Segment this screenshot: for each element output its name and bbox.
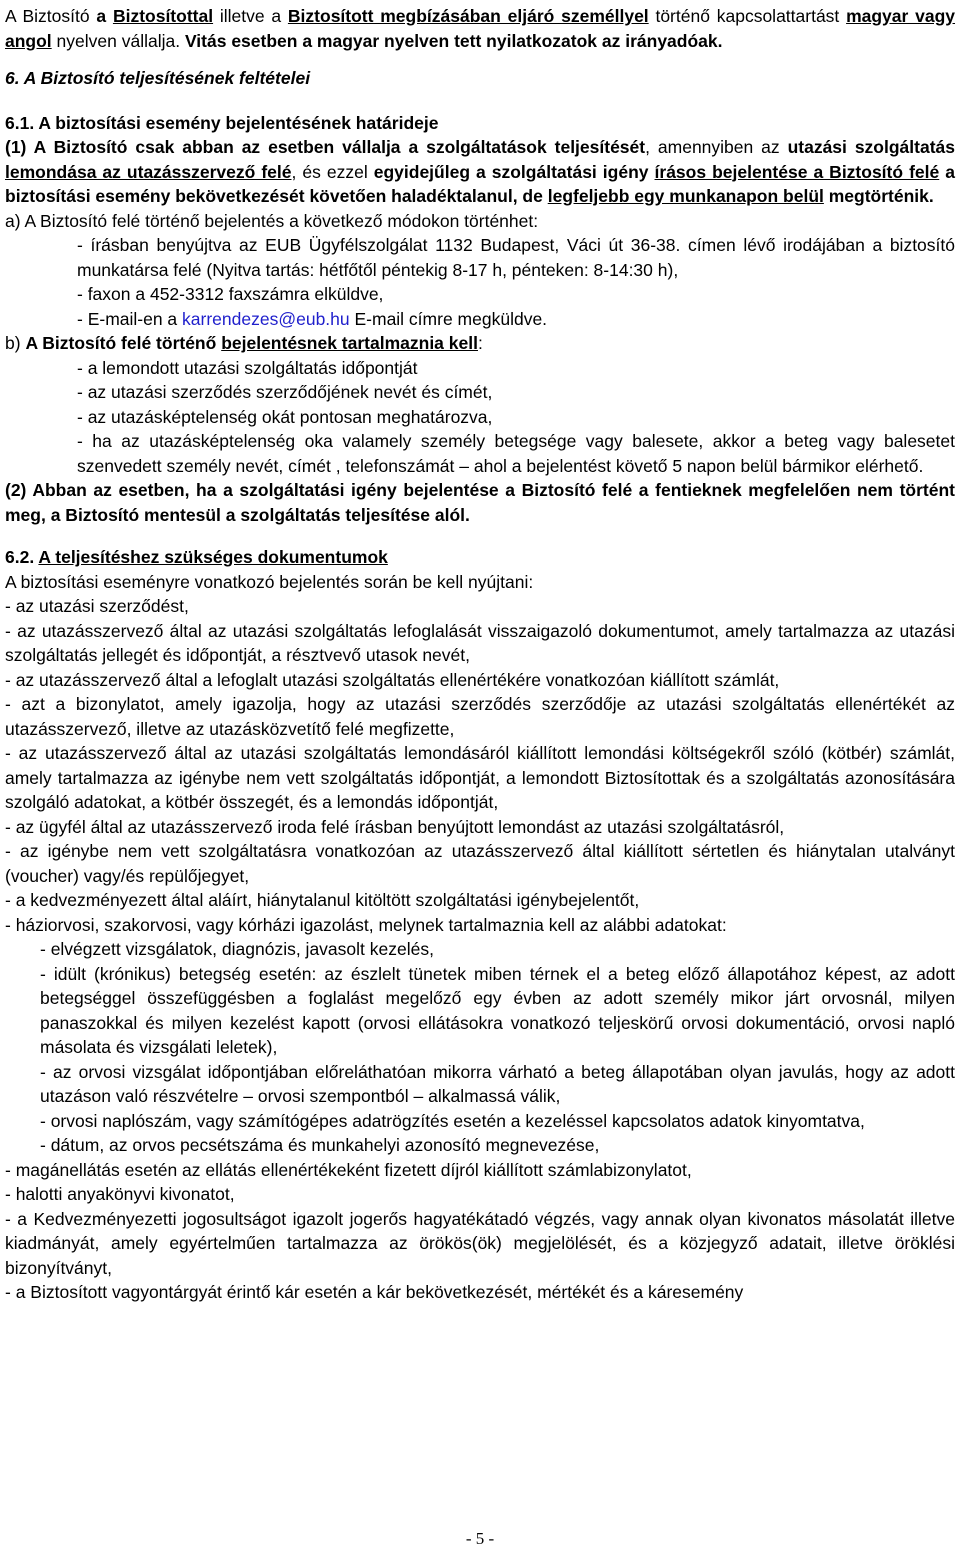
list-item: - az utazásszervező által az utazási szolgáltatás lefoglalását visszaigazoló dokumentumot, amely tartalmazza az utazási szolgáltatás jellegét és időpontját, a résztvevő utasok nevét, <box>5 620 955 665</box>
text-run: lemondása az utazásszervező felé <box>5 161 292 182</box>
sub-list-item: - az orvosi vizsgálat időpontjában előreláthatóan mikorra várható a beteg állapotában olyan javulás, hogy az adott utazáson való részvételre – orvosi szempontból – alkalmassá válik, <box>40 1061 955 1106</box>
text-run: Biztosítottal <box>112 6 214 26</box>
text-run: (1) A Biztosító csak abban az esetben vállalja a szolgáltatások teljesítését <box>5 137 646 157</box>
section-heading-6: 6. A Biztosító teljesítésének feltételei <box>5 68 311 88</box>
list-item: - magánellátás esetén az ellátás ellenértékeként fizetett díjról kiállított számlabizonylatot, <box>5 1159 692 1180</box>
text-run: írásos bejelentése a Biztosító felé <box>654 161 940 182</box>
exemption-paragraph: (2) Abban az esetben, ha a szolgáltatási igény bejelentése a Biztosító felé a fentieknek megfelelően nem történt meg, a Biztosító mentesül a szolgáltatás teljesítése alól. <box>5 480 955 525</box>
required-documents-intro: A biztosítási eseményre vonatkozó bejelentés során be kell nyújtani: <box>5 571 534 592</box>
list-item: - azt a bizonylatot, amely igazolja, hogy az utazási szerződés szerződője az utazási szolgáltatás ellenértékét az utazásszervező, illetve az utazásközvetítő felé megfizette, <box>5 694 955 739</box>
text-run: történő kapcsolattartást <box>648 6 847 26</box>
list-item: - az utazási szerződést, <box>5 596 189 616</box>
list-item: - az ügyfél által az utazásszervező iroda felé írásban benyújtott lemondást az utazási szolgáltatásról, <box>5 816 785 837</box>
list-item: - az utazásszervező által a lefoglalt utazási szolgáltatás ellenértékére vonatkozóan kiállított számlát, <box>5 669 780 690</box>
text-run: A Biztosító <box>5 6 97 26</box>
text-run: , és ezzel <box>291 161 374 182</box>
text-run: Biztosított megbízásában eljáró személlyel <box>287 6 649 26</box>
email-link[interactable]: karrendezes@eub.hu <box>182 308 350 329</box>
section-heading-6-2 <box>5 545 955 570</box>
list-item: - halotti anyakönyvi kivonatot, <box>5 1184 235 1204</box>
text-run: megtörténik. <box>823 186 934 206</box>
text-run: A Biztosító felé történő <box>25 333 222 353</box>
sub-list-item: - idült (krónikus) betegség esetén: az észlelt tünetek miben térnek el a beteg előző állapotához képest, az adott betegséggel összefüggésben a foglalást megelőző egy évben az adott személy mikor járt orvosnál, milyen panaszokkal és milyen kezelést kapott (orvosi ellátásokra vonatkozó teljeskörű orvosi dokumentáció, orvosi napló másolata és vizsgálati leletek), <box>40 963 955 1057</box>
list-item: - a kedvezményezett által aláírt, hiánytalanul kitöltött szolgáltatási igénybejelentőt, <box>5 890 640 910</box>
text-run: E-mail címre megküldve. <box>349 308 548 329</box>
text-run: illetve a <box>213 6 288 26</box>
text-run: Vitás esetben a magyar nyelven tett nyilatkozatok az irányadóak. <box>184 30 723 51</box>
notification-methods-intro: a) A Biztosító felé történő bejelentés a következő módokon történhet: <box>5 210 539 231</box>
notification-contents-intro <box>5 331 955 356</box>
text-run: a <box>96 6 113 26</box>
sub-list-item: - elvégzett vizsgálatok, diagnózis, javasolt kezelés, <box>40 939 434 959</box>
list-item: - az utazási szerződés szerződőjének nevét és címét, <box>77 382 493 402</box>
section-heading-6-1: 6.1. A biztosítási esemény bejelentésének határideje <box>5 112 439 133</box>
document-page <box>5 4 955 1305</box>
list-item: - a lemondott utazási szolgáltatás időpontját <box>77 357 418 378</box>
text-run: egyidejűleg a szolgáltatási igény <box>373 161 655 182</box>
list-item: - az utazásképtelenség okát pontosan meghatározva, <box>77 406 493 427</box>
sub-list-item: - orvosi naplószám, vagy számítógépes adatrögzítés esetén a kezeléssel kapcsolatos adatok kinyomtatva, <box>40 1110 865 1131</box>
text-run: 6.2. <box>5 547 39 567</box>
list-item: - a Kedvezményezetti jogosultságot igazolt jogerős hagyatékátadó végzés, vagy annak olyan kivonatos másolatát illetve kiadmányát, amely egyértelműen tartalmazza az örökös(ök) megjelölését, és a közjegyző adatait, illetve öröklési bizonyítványt, <box>5 1208 955 1278</box>
text-run: : <box>477 333 483 353</box>
page-number: - 5 - <box>465 1529 495 1548</box>
list-item <box>5 307 955 332</box>
text-run: legfeljebb egy munkanapon belül <box>547 186 824 206</box>
text-run: magyar vagy angol <box>5 6 956 51</box>
text-run: nyelven vállalja. <box>51 30 185 51</box>
list-item: - az utazásszervező által az utazási szolgáltatás lemondásáról kiállított lemondási költségekről szóló (kötbér) számlát, amely tartalmazza az igénybe nem vett szolgáltatás időpontját, a lemondott Biztosítottak és a szolgáltatás azonosítására szolgáló adatokat, a kötbér összegét, és a lemondás időpontját, <box>5 743 955 812</box>
notification-deadline-paragraph <box>5 135 955 209</box>
contact-language-paragraph <box>5 4 955 53</box>
list-item: - háziorvosi, szakorvosi, vagy kórházi igazolást, melynek tartalmaznia kell az alábbi adatokat: <box>5 914 727 935</box>
list-item: - írásban benyújtva az EUB Ügyfélszolgálat 1132 Budapest, Váci út 36-38. címen lévő irodájában a biztosító munkatársa felé (Nyitva tartás: hétfőtől péntekig 8-17 h, pénteken: 8-14:30 h), <box>77 235 955 280</box>
text-run: b) <box>5 333 26 353</box>
list-item: - ha az utazásképtelenség oka valamely személy betegsége vagy balesete, akkor a beteg vagy balesetet szenvedett személy nevét, címét , telefonszámát – ahol a bejelentést követő 5 napon belül bármikor elérhető. <box>77 431 955 476</box>
text-run: a biztosítási esemény bekövetkezését követően haladéktalanul, de <box>5 161 955 206</box>
sub-list-item: - dátum, az orvos pecsétszáma és munkahelyi azonosító megnevezése, <box>40 1135 600 1155</box>
text-run: utazási szolgáltatás <box>787 137 956 157</box>
list-item: - a Biztosított vagyontárgyát érintő kár esetén a kár bekövetkezését, mértékét és a káresemény <box>5 1282 744 1302</box>
list-item: - az igénybe nem vett szolgáltatásra vonatkozóan az utazásszervező által kiállított sértetlen és hiánytalan utalványt (voucher) vagy/és repülőjegyet, <box>5 841 955 886</box>
list-item: - faxon a 452-3312 faxszámra elküldve, <box>77 284 384 304</box>
text-run: - E-mail-en a <box>77 308 183 329</box>
text-run: A teljesítéshez szükséges dokumentumok <box>38 547 388 567</box>
text-run: bejelentésnek tartalmaznia kell <box>221 333 478 353</box>
text-run: , amennyiben az <box>645 137 788 157</box>
